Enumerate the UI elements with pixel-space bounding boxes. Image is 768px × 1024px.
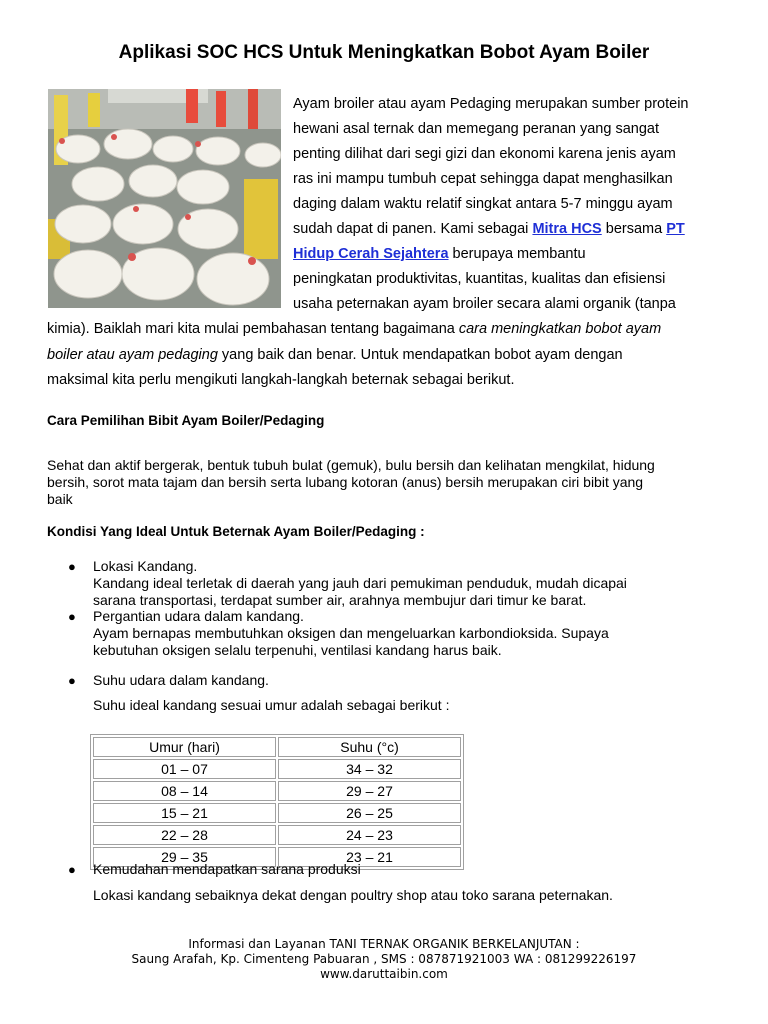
list-item-text [93, 861, 361, 878]
pt-hcs-link-part2[interactable]: Hidup Cerah Sejahtera [293, 246, 449, 262]
bullet-dot-icon: ● [68, 862, 76, 877]
intro-line: hewani asal ternak dan memegang peranan yang sangat [293, 121, 659, 137]
list-item-line: Ayam bernapas membutuhkan oksigen dan mengeluarkan karbondioksida. Supaya [93, 625, 609, 641]
intro-line [293, 242, 723, 267]
list-item-text [93, 672, 269, 689]
intro-text: berupaya membantu [448, 246, 586, 262]
suhu-intro-text: Suhu ideal kandang sesuai umur adalah sebagai berikut : [93, 697, 450, 713]
intro-text: kimia). Baiklah mari kita mulai pembahasan tentang bagaimana [47, 321, 459, 337]
pt-hcs-link-part1[interactable]: PT [666, 221, 685, 237]
sarana-detail-text: Lokasi kandang sebaiknya dekat dengan poultry shop atau toko sarana peternakan. [93, 887, 613, 903]
table-cell-suhu: 23 – 21 [278, 847, 461, 867]
intro-text: yang baik dan benar. Untuk mendapatkan bobot ayam dengan [217, 346, 623, 363]
intro-line: ras ini mampu tumbuh cepat sehingga dapat menghasilkan [293, 171, 673, 187]
footer-website: www.daruttaibin.com [320, 967, 448, 981]
list-item-title: Kemudahan mendapatkan sarana produksi [93, 861, 361, 877]
table-row [93, 781, 461, 801]
table-cell-suhu: 26 – 25 [278, 803, 461, 823]
list-item-text [93, 608, 609, 659]
intro-paragraph-full [47, 317, 737, 394]
list-item-title: Suhu udara dalam kandang. [93, 672, 269, 688]
paragraph-line: bersih, sorot mata tajam dan bersih serta lubang kotoran (anus) bersih merupakan ciri bibit yang [47, 474, 644, 490]
table-cell-suhu: 24 – 23 [278, 825, 461, 845]
intro-line: Ayam broiler atau ayam Pedaging merupakan sumber protein [293, 96, 689, 112]
bullet-dot-icon: ● [68, 559, 76, 574]
table-cell-suhu: 34 – 32 [278, 759, 461, 779]
intro-line [293, 217, 723, 242]
page-footer [0, 937, 768, 982]
list-item-title: Lokasi Kandang. [93, 558, 198, 574]
temperature-table [90, 734, 464, 870]
intro-line: usaha peternakan ayam broiler secara alami organik (tanpa [293, 296, 676, 312]
intro-line [47, 343, 737, 369]
intro-line [47, 317, 737, 343]
table-row [93, 825, 461, 845]
paragraph-line: Sehat dan aktif bergerak, bentuk tubuh bulat (gemuk), bulu bersih dan kelihatan mengkilat, hidung [47, 457, 655, 473]
list-item-line: Kandang ideal terletak di daerah yang jauh dari pemukiman penduduk, mudah dicapai [93, 575, 627, 591]
intro-text: bersama [601, 221, 667, 237]
section-heading-kondisi: Kondisi Yang Ideal Untuk Beternak Ayam Boiler/Pedaging : [47, 524, 425, 539]
bullet-dot-icon: ● [68, 673, 76, 688]
intro-line: peningkatan produktivitas, kuantitas, kualitas dan efisiensi [293, 271, 666, 287]
footer-line: Informasi dan Layanan TANI TERNAK ORGANIK BERKELANJUTAN : [188, 937, 580, 951]
intro-line: daging dalam waktu relatif singkat antara 5-7 minggu ayam [293, 196, 673, 212]
table-cell-umur: 15 – 21 [93, 803, 276, 823]
section-heading-bibit: Cara Pemilihan Bibit Ayam Boiler/Pedaging [47, 413, 325, 428]
footer-line: Saung Arafah, Kp. Cimenteng Pabuaran , SMS : 087871921003 WA : 081299226197 [131, 952, 637, 966]
table-header-cell: Umur (hari) [93, 737, 276, 757]
intro-line: maksimal kita perlu mengikuti langkah-langkah beternak sebagai berikut. [47, 372, 515, 388]
table-cell-umur: 22 – 28 [93, 825, 276, 845]
table-row [93, 803, 461, 823]
list-item-line: kebutuhan oksigen selalu terpenuhi, ventilasi kandang harus baik. [93, 642, 502, 658]
page-title: Aplikasi SOC HCS Untuk Meningkatkan Bobot Ayam Boiler [118, 42, 650, 63]
list-item-title: Pergantian udara dalam kandang. [93, 608, 304, 624]
table-row [93, 759, 461, 779]
list-item-text [93, 558, 627, 609]
table-header-cell: Suhu (°c) [278, 737, 461, 757]
broiler-chickens-photo [48, 89, 281, 308]
table-cell-umur: 08 – 14 [93, 781, 276, 801]
bibit-paragraph [47, 457, 727, 508]
list-item-line: sarana transportasi, terdapat sumber air, arahnya membujur dari timur ke barat. [93, 592, 587, 608]
intro-line: penting dilihat dari segi gizi dan ekonomi karena jenis ayam [293, 146, 676, 162]
bullet-dot-icon: ● [68, 609, 76, 624]
intro-paragraph-side [293, 92, 723, 317]
table-cell-suhu: 29 – 27 [278, 781, 461, 801]
table-cell-umur: 29 – 35 [93, 847, 276, 867]
table-header-row [93, 737, 461, 757]
intro-emphasis: cara meningkatkan bobot ayam [458, 321, 662, 337]
intro-text: sudah dapat di panen. Kami sebagai [293, 221, 533, 237]
table-cell-umur: 01 – 07 [93, 759, 276, 779]
intro-emphasis: boiler atau ayam pedaging [47, 346, 218, 363]
paragraph-line: baik [47, 491, 73, 507]
mitra-hcs-link[interactable]: Mitra HCS [532, 221, 602, 237]
